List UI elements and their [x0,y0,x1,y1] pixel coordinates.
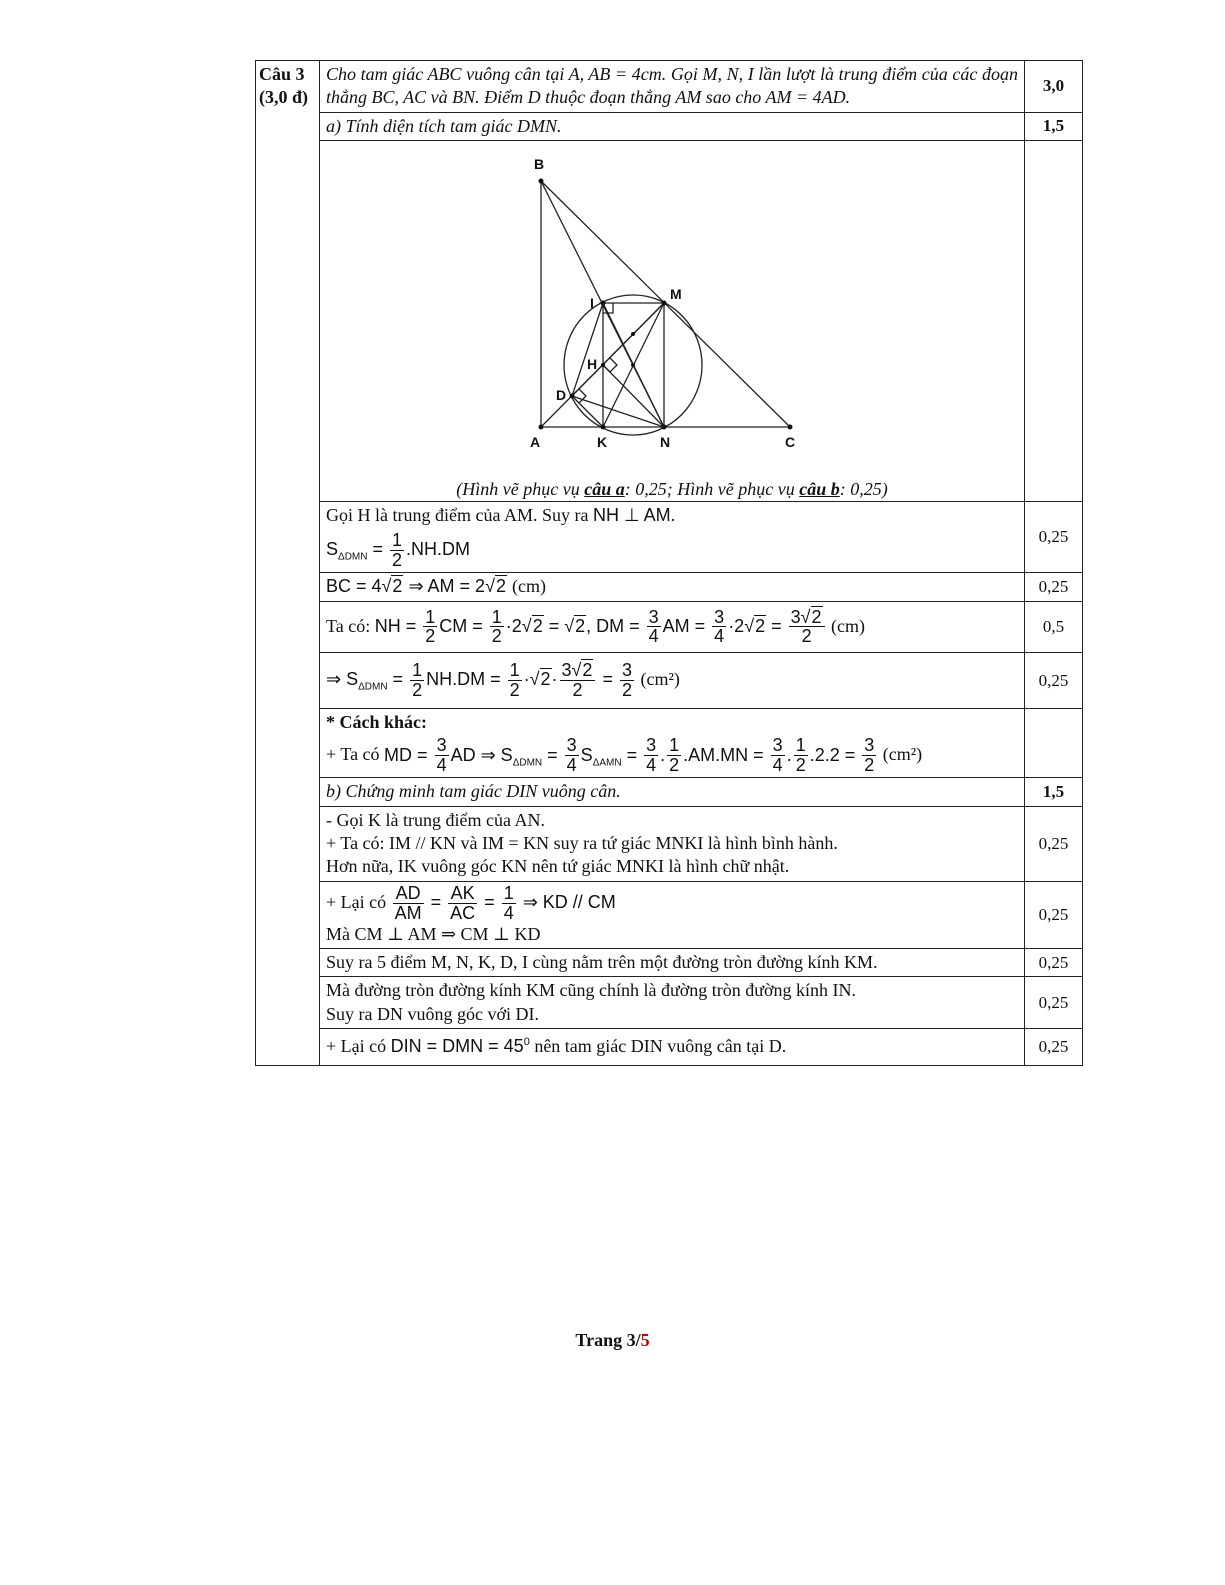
point-n [662,425,667,430]
row-a4 [256,653,1083,709]
point-m [662,301,667,306]
row-a2 [256,573,1083,601]
part-b-header [256,778,1083,806]
row-a-alt-content: * Cách khác: + Ta có MD = $\frac{3}{4}$ AD ⇒ $S_{\Delta DMN}$ = $\frac{3}{4}$ $S_{\Delta AMN}$ = $\frac{3}{4}$ . $\frac{1}{2}$ .AM.MN = $\frac{3}{4}$ . $\frac{1}{2}$ .2.2 = $\frac{3}{2}$ (cm²) [320,709,1025,778]
point-a [539,425,544,430]
label-c: C [785,434,796,451]
point-i [601,301,606,306]
segment-dm [572,303,664,396]
row-a3 [256,601,1083,653]
row-b2-score: 0,25 [1025,881,1083,948]
row-b2 [256,881,1083,948]
point-k [601,425,606,430]
label-k: K [597,434,608,451]
row-a1 [256,501,1083,572]
row-b3-content: Suy ra 5 điểm M, N, K, D, I cùng nằm trên một đường tròn đường kính KM. [320,948,1025,976]
question-points: (3,0 đ) [259,87,308,108]
row-a1-content: Gọi H là trung điểm của AM. Suy ra NH ⊥ AM. $S_{\Delta DMN}$ = $\frac{1}{2}$ .NH.DM [320,501,1025,572]
point-c [788,425,793,430]
row-b1 [256,806,1083,881]
point-mid-im [631,332,635,336]
part-b-title: b) Chứng minh tam giác DIN vuông cân. [320,778,1025,806]
solution-table [255,60,1083,1066]
point-center [631,363,635,367]
geometry-figure [320,141,1024,471]
point-b [539,179,544,184]
figure-row [256,141,1083,502]
row-a-alt-score [1025,709,1083,778]
figure-caption: (Hình vẽ phục vụ câu a: 0,25; Hình vẽ phục vụ câu b: 0,25) [456,478,888,499]
row-a4-score: 0,25 [1025,653,1083,709]
row-a4-content: ⇒ $S_{\Delta DMN}$ = $\frac{1}{2}$ NH.DM = $\frac{1}{2}$ ·√2· $\frac{3√2}{2}$ = $\frac{3}{2}$ (cm²) [320,653,1025,709]
segment-di [572,303,603,396]
segment-hn [603,365,664,427]
part-a-title: a) Tính diện tích tam giác DMN. [320,112,1025,140]
row-b4-content: Mà đường tròn đường kính KM cũng chính là đường tròn đường kính IN. Suy ra DN vuông góc với DI. [320,977,1025,1029]
row-b5 [256,1029,1083,1065]
question-statement: Cho tam giác ABC vuông cân tại A, AB = 4cm. Gọi M, N, I lần lượt là trung điểm của các đoạn thẳng BC, AC và BN. Điểm D thuộc đoạn thẳng AM sao cho AM = 4AD. [320,61,1025,113]
label-a: A [530,434,541,451]
row-a3-content: Ta có: NH = $\frac{1}{2}$ CM = $\frac{1}{2}$ ·2√2 = √2, DM = $\frac{3}{4}$ AM = $\frac{3}{4}$ ·2√2 = $\frac{3√2}{2}$ (cm) [320,601,1025,653]
figure-cell [320,141,1025,502]
row-b2-content: + Lại có $\frac{AD}{AM}$ = $\frac{AK}{AC}$ = $\frac{1}{4}$ ⇒ KD // CM Mà CM ⊥ AM ⇒ CM ⊥ KD [320,881,1025,948]
row-a-alt [256,709,1083,778]
question-label: Câu 3 [259,64,305,84]
label-b: B [534,156,545,173]
row-a1-score: 0,25 [1025,501,1083,572]
label-i: I [590,295,594,312]
part-b-score: 1,5 [1025,778,1083,806]
row-b4 [256,977,1083,1029]
question-total: 3,0 [1025,61,1083,113]
row-a2-content: BC = 4√2 ⇒ AM = 2√2 (cm) [320,573,1025,601]
label-d: D [556,387,567,404]
point-d [570,394,575,399]
row-a2-score: 0,25 [1025,573,1083,601]
question-row [256,61,1083,113]
label-m: M [670,286,682,303]
row-a3-score: 0,5 [1025,601,1083,653]
row-b1-score: 0,25 [1025,806,1083,881]
row-b1-content: - Gọi K là trung điểm của AN. + Ta có: IM // KN và IM = KN suy ra tứ giác MNKI là hình bình hành. Hơn nữa, IK vuông góc KN nên tứ giác MNKI là hình chữ nhật. [320,806,1025,881]
part-a-header [256,112,1083,140]
figure-score-cell [1025,141,1083,502]
point-h [601,363,605,367]
label-n: N [660,434,671,451]
row-b4-score: 0,25 [1025,977,1083,1029]
label-h: H [587,356,598,373]
page-total: 5 [640,1330,650,1350]
right-angle-mark-h [603,358,617,372]
row-b3 [256,948,1083,976]
page-footer: Trang 3/5 [575,1330,650,1350]
row-b5-content: + Lại có DIN = DMN = $45^0$ nên tam giác DIN vuông cân tại D. [320,1029,1025,1065]
part-a-score: 1,5 [1025,112,1083,140]
question-label-cell [256,61,320,1066]
row-b3-score: 0,25 [1025,948,1083,976]
row-b5-score: 0,25 [1025,1029,1083,1065]
